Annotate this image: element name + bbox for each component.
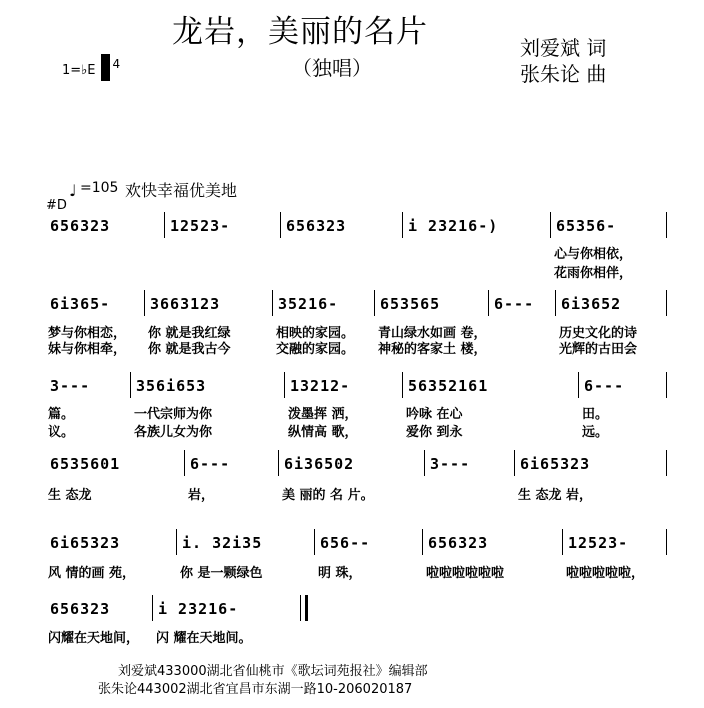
measure: 56352161 (408, 377, 489, 395)
time-signature (101, 58, 120, 71)
measure: 35216- (278, 295, 339, 313)
lyric-text: 闪 耀在天地间。 (156, 631, 252, 646)
barline (555, 290, 556, 316)
lyric-text: 美 丽的 名 片。 (282, 488, 374, 503)
tempo-expression: 欢快幸福优美地 (125, 181, 238, 200)
measure: i 23216- (158, 600, 239, 618)
barline (278, 450, 279, 476)
staff-system (44, 534, 666, 556)
lyric-text: 田。 (582, 407, 609, 422)
lyric-text: 心与你相依， (554, 247, 633, 262)
barline (272, 290, 273, 316)
lyric-text: 明 珠， (318, 566, 362, 581)
barline (130, 372, 131, 398)
final-barline (300, 595, 308, 621)
barline (374, 290, 375, 316)
lyric-text: 一代宗师为你 (134, 407, 213, 422)
measure: 656-- (320, 534, 371, 552)
barline (164, 212, 165, 238)
barline (152, 595, 153, 621)
measure: 6--- (584, 377, 625, 395)
barline (550, 212, 551, 238)
lyric-text: 生 态龙 岩， (518, 488, 593, 503)
lyric-text: 远。 (582, 425, 609, 440)
barline (578, 372, 579, 398)
lyric-text: 议。 (48, 425, 75, 440)
measure: 6i65323 (520, 455, 591, 473)
measure: 12523- (568, 534, 629, 552)
barline (666, 212, 667, 238)
measure: 653565 (380, 295, 441, 313)
measure: 12523- (170, 217, 231, 235)
barline (666, 529, 667, 555)
barline (562, 529, 563, 555)
barline (666, 372, 667, 398)
barline (424, 450, 425, 476)
lyric-text: 你 就是我红绿 (148, 326, 231, 341)
lyric-text: 妹与你相牵， (48, 342, 127, 357)
lyric-text: 泼墨挥 洒， (288, 407, 358, 422)
lyric-text: 神秘的客家土 楼， (378, 342, 487, 357)
barline (422, 529, 423, 555)
time-signature-bottom: 4 (112, 57, 121, 71)
measure: 356i653 (136, 377, 207, 395)
measure: i. 32i35 (182, 534, 263, 552)
measure: 6--- (190, 455, 231, 473)
lyric-text: 啦啦啦啦啦， (566, 566, 645, 581)
staff-system (44, 295, 666, 317)
lyric-text: 青山绿水如画 卷， (378, 326, 487, 341)
measure: 6i36502 (284, 455, 355, 473)
song-subtitle: （独唱） (292, 56, 372, 80)
lyric-text: 岩， (188, 488, 215, 503)
lyric-text: 啦啦啦啦啦啦 (426, 566, 505, 581)
measure: 656323 (50, 600, 111, 618)
lyric-text: 闪耀在天地间， (48, 631, 140, 646)
lyric-text: 各族儿女为你 (134, 425, 213, 440)
measure: 3--- (50, 377, 91, 395)
barline (184, 450, 185, 476)
measure: 3663123 (150, 295, 221, 313)
measure: 656323 (50, 217, 111, 235)
lyric-text: 爱你 到永 (406, 425, 463, 440)
barline (488, 290, 489, 316)
lyric-text: 历史文化的诗 (559, 326, 638, 341)
lyric-text: 花雨你相伴， (554, 266, 633, 281)
lyric-text: 梦与你相恋， (48, 326, 127, 341)
lyric-text: 生 态龙 (48, 488, 92, 503)
measure: 656323 (286, 217, 347, 235)
lyric-text: 你 就是我古今 (148, 342, 231, 357)
barline (284, 372, 285, 398)
measure: 6i65323 (50, 534, 121, 552)
barline (314, 529, 315, 555)
lyric-text: 你 是一颗绿色 (180, 566, 263, 581)
lyric-text: 纵情高 歌， (288, 425, 358, 440)
lyric-text: 光辉的古田会 (559, 342, 638, 357)
barline (144, 290, 145, 316)
staff-system (44, 377, 666, 399)
measure: 65356- (556, 217, 617, 235)
quarter-note-icon: ♩ (69, 181, 77, 200)
measure: 6i3652 (561, 295, 622, 313)
composer-credit: 张朱论 曲 (520, 62, 607, 86)
barline (666, 290, 667, 316)
lyric-text: 篇。 (48, 407, 75, 422)
footer-address-lyricist: 刘爱斌433000湖北省仙桃市《歌坛词苑报社》编辑部 (118, 664, 428, 679)
measure: 6i365- (50, 295, 111, 313)
barline (514, 450, 515, 476)
footer-address-composer: 张朱论443002湖北省宜昌市东湖一路10-206020187 (98, 682, 413, 697)
barline (402, 212, 403, 238)
lyricist-credit: 刘爱斌 词 (520, 36, 607, 60)
measure: 656323 (428, 534, 489, 552)
song-title: 龙岩，美丽的名片 (172, 14, 428, 50)
barline (402, 372, 403, 398)
key-signature: 1=♭E (62, 63, 96, 78)
barline (176, 529, 177, 555)
lyric-text: 交融的家园。 (276, 342, 355, 357)
lyric-text: 风 情的画 苑， (48, 566, 136, 581)
measure: 3--- (430, 455, 471, 473)
tempo-mark: =105 (80, 180, 119, 196)
staff-system (44, 217, 666, 239)
mode-mark: #D (46, 198, 67, 213)
measure: i 23216-) (408, 217, 499, 235)
measure: 13212- (290, 377, 351, 395)
barline (666, 450, 667, 476)
staff-system (44, 455, 666, 477)
measure: 6--- (494, 295, 535, 313)
lyric-text: 相映的家园。 (276, 326, 355, 341)
lyric-text: 吟咏 在心 (406, 407, 463, 422)
measure: 6535601 (50, 455, 121, 473)
staff-system (44, 600, 666, 622)
barline (280, 212, 281, 238)
